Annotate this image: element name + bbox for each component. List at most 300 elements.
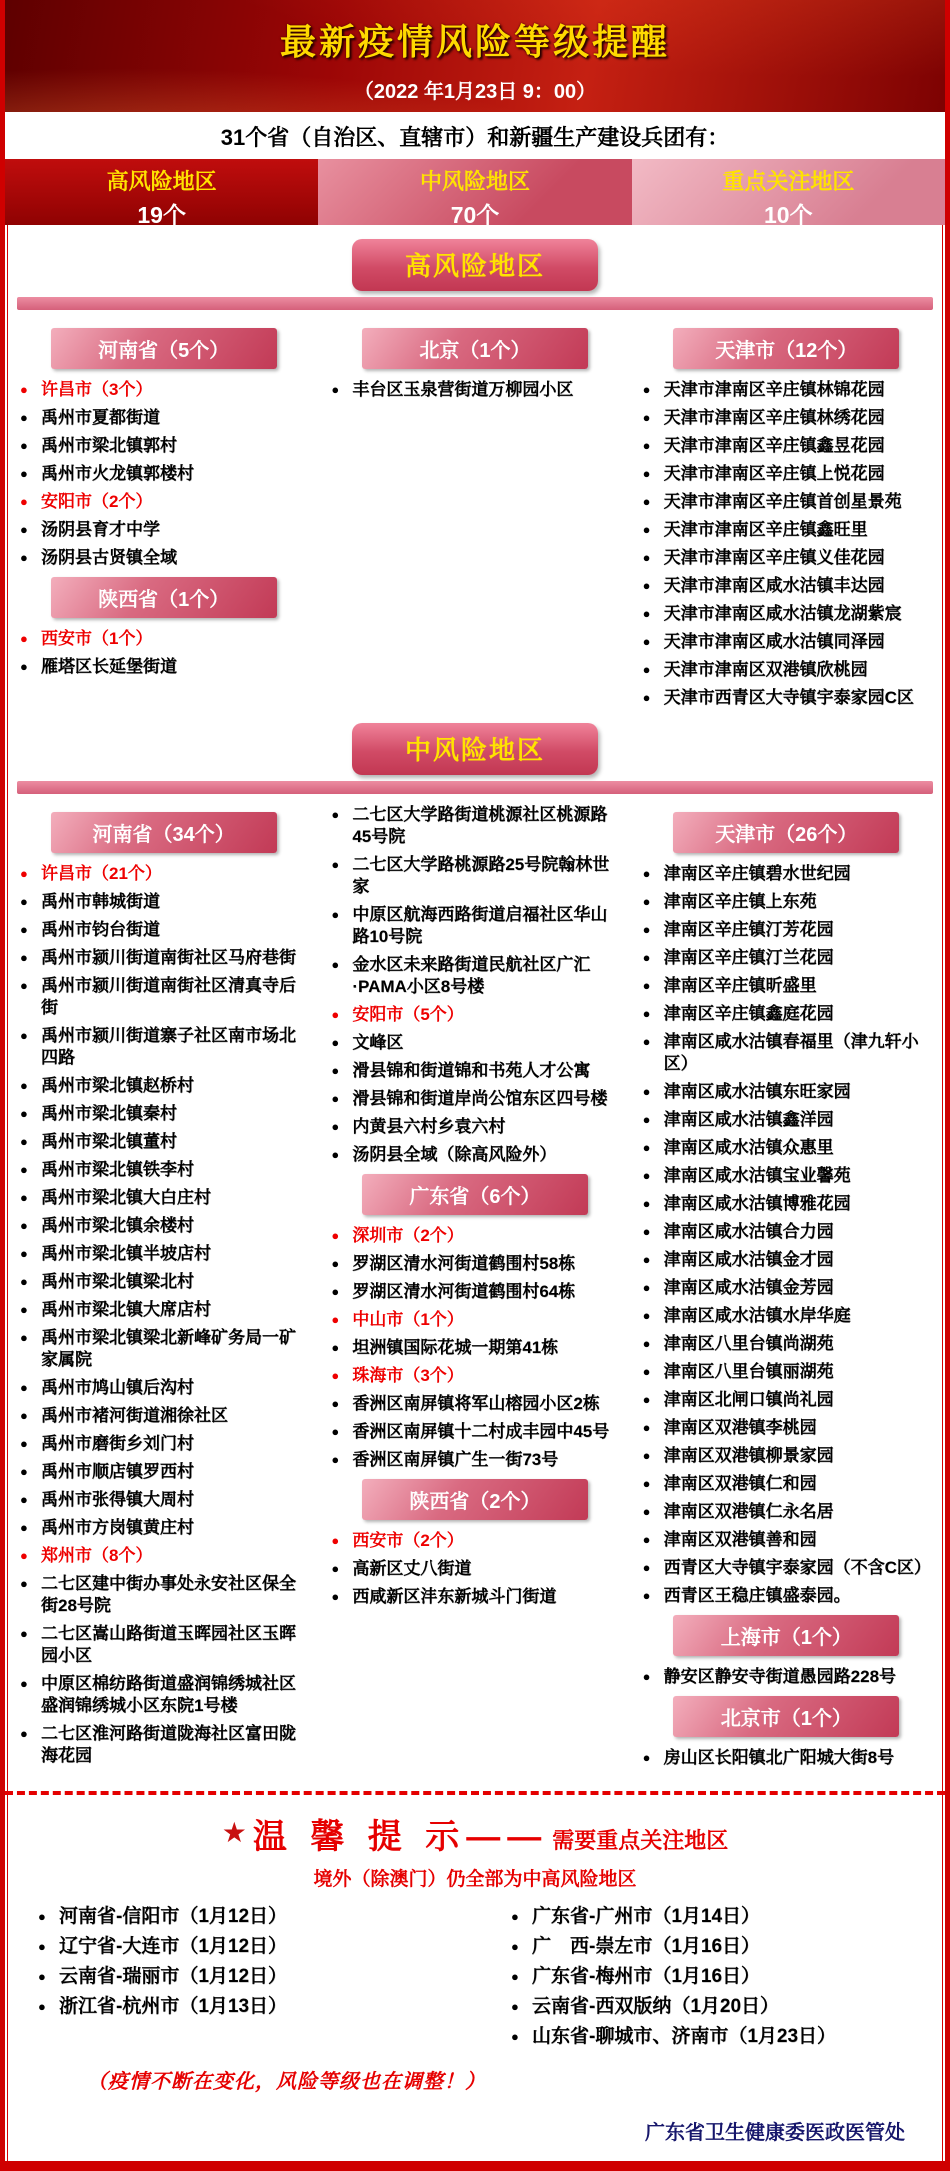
city-subheader (328, 1530, 621, 1552)
bullet-icon: ● (20, 1726, 28, 1741)
list-item (35, 1905, 460, 1929)
bullet-icon: ● (20, 1548, 28, 1563)
list-item (640, 1417, 933, 1439)
area-text: 二七区淮河路街道陇海社区富田陇海花园 (41, 1724, 296, 1765)
bullet-icon: ● (20, 1028, 28, 1043)
list-item (328, 1558, 621, 1580)
list-item (640, 891, 933, 913)
area-text: 滑县锦和街道岸尚公馆东区四号楼 (352, 1089, 608, 1108)
city-subheader (17, 1545, 310, 1567)
list-item (17, 1673, 310, 1717)
area-text: 禹州市梁北镇郭村 (41, 436, 177, 455)
bullet-icon: ● (331, 382, 340, 397)
list-item (17, 1377, 310, 1399)
risk-column (638, 804, 935, 1775)
area-text: 西青区大寺镇宇泰家园（不含C区） (663, 1558, 931, 1577)
bullet-icon: ● (20, 1190, 28, 1205)
bullet-icon: ● (511, 1999, 519, 2014)
area-text: 禹州市磨街乡刘门村 (41, 1434, 194, 1453)
bullet-icon: ● (331, 1063, 340, 1078)
list-item (328, 1393, 621, 1415)
list-item (640, 631, 933, 653)
list-item (17, 919, 310, 941)
area-text: 汤阴县古贤镇全域 (41, 548, 177, 567)
bullet-icon: ● (331, 1119, 340, 1134)
bullet-icon: ● (331, 1284, 340, 1299)
list-item (508, 1995, 933, 2019)
bullet-icon: ● (331, 957, 340, 972)
area-text: 津南区辛庄镇鑫庭花园 (663, 1004, 834, 1023)
bullet-icon: ● (331, 1091, 340, 1106)
area-text: 津南区咸水沽镇金芳园 (663, 1278, 834, 1297)
bullet-icon: ● (642, 1669, 651, 1684)
summary-label: 中风险地区 (419, 169, 530, 194)
area-text: 天津市津南区辛庄镇林锦花园 (663, 380, 885, 399)
bullet-icon: ● (331, 1256, 340, 1271)
bullet-icon: ● (331, 1340, 340, 1355)
bullet-icon: ● (642, 634, 651, 649)
area-text: 津南区咸水沽镇东旺家园 (663, 1082, 851, 1101)
header-date: （2022 年1月23日 9：00） (353, 81, 597, 103)
summary-key-watch (632, 159, 945, 228)
area-text: 西青区王稳庄镇盛泰园。 (663, 1586, 851, 1605)
list-item (328, 1144, 621, 1166)
bullet-icon: ● (511, 1969, 519, 1984)
area-text: 禹州市梁北镇余楼村 (41, 1216, 194, 1235)
list-item (328, 1116, 621, 1138)
area-text: 安阳市（5个） (352, 1005, 464, 1024)
bullet-icon: ● (642, 1006, 651, 1021)
area-text: 中原区棉纺路街道盛润锦绣城社区盛润锦绣城小区东院1号楼 (41, 1674, 296, 1715)
area-text: 禹州市梁北镇半坡店村 (41, 1244, 211, 1263)
summary-count: 19个 (137, 202, 186, 228)
list-item (17, 1131, 310, 1153)
bullet-icon: ● (20, 466, 28, 481)
summary-row (5, 159, 945, 228)
list-item (508, 1935, 933, 1959)
area-text: 广东省-梅州市（1月16日） (532, 1966, 761, 1987)
bullet-icon: ● (511, 1939, 519, 1954)
bullet-icon: ● (642, 1308, 651, 1323)
list-item (17, 1215, 310, 1237)
list-item (640, 1221, 933, 1243)
list-item (640, 519, 933, 541)
bullet-icon: ● (642, 922, 651, 937)
list-item (640, 1003, 933, 1025)
area-text: 西安市（1个） (41, 629, 153, 648)
risk-column (15, 320, 312, 684)
area-list (326, 1225, 623, 1471)
bullet-icon: ● (331, 1007, 340, 1022)
section-banner-medium-risk: 中风险地区 (352, 723, 598, 775)
bullet-icon: ● (20, 382, 28, 397)
risk-column (326, 804, 623, 1614)
area-text: 津南区双港镇仁永名居 (663, 1502, 834, 1521)
bullet-icon: ● (331, 1035, 340, 1050)
bullet-icon: ● (642, 606, 651, 621)
area-text: 天津市津南区辛庄镇鑫昱花园 (663, 436, 885, 455)
list-item (640, 863, 933, 885)
area-text: 禹州市张得镇大周村 (41, 1490, 194, 1509)
list-item (328, 1586, 621, 1608)
area-text: 津南区咸水沽镇合力园 (663, 1222, 834, 1241)
list-item (328, 1449, 621, 1471)
area-text: 广 西-崇左市（1月16日） (532, 1936, 761, 1957)
divider-strip (17, 781, 933, 794)
list-item (17, 891, 310, 913)
bullet-icon: ● (20, 1246, 28, 1261)
list-item (640, 1747, 933, 1769)
list-item (17, 519, 310, 541)
area-text: 津南区辛庄镇汀芳花园 (663, 920, 834, 939)
bullet-icon: ● (331, 1228, 340, 1243)
area-text: 津南区咸水沽镇众惠里 (663, 1138, 834, 1157)
bullet-icon: ● (20, 1408, 28, 1423)
bullet-icon: ● (642, 1476, 651, 1491)
bullet-icon: ● (642, 522, 651, 537)
bullet-icon: ● (642, 1280, 651, 1295)
area-list (326, 1530, 623, 1608)
province-header: 北京（1个） (362, 328, 588, 369)
province-header: 陕西省（1个） (51, 577, 277, 618)
bullet-icon: ● (331, 1424, 340, 1439)
watch-list-left (17, 1905, 460, 2055)
city-subheader (328, 1225, 621, 1247)
summary-count: 10个 (764, 202, 813, 228)
area-text: 禹州市颍川街道寨子社区南市场北四路 (41, 1026, 296, 1067)
list-item (17, 1025, 310, 1069)
bullet-icon: ● (642, 382, 651, 397)
bullet-icon: ● (642, 1084, 651, 1099)
bullet-icon: ● (642, 1420, 651, 1435)
area-text: 山东省-聊城市、济南市（1月23日） (532, 2026, 837, 2047)
bullet-icon: ● (642, 1112, 651, 1127)
area-text: 津南区咸水沽镇宝业馨苑 (663, 1166, 851, 1185)
area-text: 禹州市褚河街道湘徐社区 (41, 1406, 228, 1425)
list-item (640, 1501, 933, 1523)
list-item (328, 1088, 621, 1110)
list-item (17, 1327, 310, 1371)
area-text: 高新区丈八街道 (352, 1559, 472, 1578)
area-text: 汤阴县育才中学 (41, 520, 160, 539)
bullet-icon: ● (20, 438, 28, 453)
area-text: 津南区双港镇柳景家园 (663, 1446, 834, 1465)
notice-title-row (17, 1809, 933, 1858)
list-item (640, 1333, 933, 1355)
area-list (638, 1666, 935, 1688)
list-item (17, 1271, 310, 1293)
area-text: 汤阴县全域（除高风险外） (352, 1145, 557, 1164)
divider-strip (17, 297, 933, 310)
bullet-icon: ● (642, 1560, 651, 1575)
area-text: 二七区嵩山路街道玉晖园社区玉晖园小区 (41, 1624, 296, 1665)
list-item (640, 463, 933, 485)
bullet-icon: ● (20, 1162, 28, 1177)
area-text: 禹州市颍川街道南街社区马府巷街 (41, 948, 296, 967)
city-subheader (17, 863, 310, 885)
list-item (328, 1060, 621, 1082)
list-item (640, 1666, 933, 1688)
bullet-icon: ● (20, 1520, 28, 1535)
area-text: 禹州市方岗镇黄庄村 (41, 1518, 194, 1537)
star-icon: ★ (221, 1817, 247, 1848)
list-item (640, 407, 933, 429)
list-item (17, 975, 310, 1019)
bullet-icon: ● (20, 494, 28, 509)
list-item (640, 1529, 933, 1551)
area-text: 津南区咸水沽镇鑫洋园 (663, 1110, 834, 1129)
area-text: 禹州市火龙镇郭楼村 (41, 464, 194, 483)
area-text: 香洲区南屏镇将军山榕园小区2栋 (352, 1394, 600, 1413)
bullet-icon: ● (642, 1364, 651, 1379)
summary-medium-risk (318, 159, 631, 228)
signature: 广东省卫生健康委医政医管处 (645, 2122, 905, 2144)
list-item (17, 1075, 310, 1097)
area-text: 内黄县六村乡袁六村 (352, 1117, 506, 1136)
bullet-icon: ● (511, 2029, 519, 2044)
area-text: 郑州市（8个） (41, 1546, 153, 1565)
area-text: 中原区航海西路街道启福社区华山路10号院 (352, 905, 608, 946)
bullet-icon: ● (642, 866, 651, 881)
list-item (328, 1421, 621, 1443)
columns-medium-risk (15, 804, 935, 1775)
bullet-icon: ● (20, 1464, 28, 1479)
area-text: 二七区建中街办事处永安社区保全街28号院 (41, 1574, 296, 1615)
list-item (17, 1489, 310, 1511)
area-text: 深圳市（2个） (352, 1226, 464, 1245)
area-text: 禹州市梁北镇董村 (41, 1132, 177, 1151)
bullet-icon: ● (20, 1380, 28, 1395)
list-item (640, 491, 933, 513)
bullet-icon: ● (642, 1532, 651, 1547)
area-list (638, 379, 935, 709)
province-header: 河南省（5个） (51, 328, 277, 369)
area-text: 津南区双港镇仁和园 (663, 1474, 817, 1493)
bullet-icon: ● (20, 1218, 28, 1233)
area-text: 坦洲镇国际花城一期第41栋 (352, 1338, 559, 1357)
list-item (640, 687, 933, 709)
list-item (17, 1103, 310, 1125)
list-item (640, 435, 933, 457)
list-item (328, 1253, 621, 1275)
province-header: 河南省（34个） (51, 812, 277, 853)
list-item (640, 1165, 933, 1187)
watch-list-right (460, 1905, 933, 2055)
list-item (328, 904, 621, 948)
area-text: 文峰区 (352, 1033, 404, 1052)
bullet-icon: ● (642, 550, 651, 565)
area-text: 禹州市梁北镇梁北新峰矿务局一矿家属院 (41, 1328, 296, 1369)
province-header: 北京市（1个） (673, 1696, 899, 1737)
bullet-icon: ● (642, 1504, 651, 1519)
city-subheader (328, 1004, 621, 1026)
bullet-icon: ● (642, 494, 651, 509)
area-text: 津南区咸水沽镇博雅花园 (663, 1194, 851, 1213)
bullet-icon: ● (38, 1999, 46, 2014)
bullet-icon: ● (642, 1588, 651, 1603)
bullet-icon: ● (511, 1909, 519, 1924)
area-text: 津南区咸水沽镇春福里（津九轩小区） (663, 1032, 919, 1073)
bullet-icon: ● (20, 1626, 28, 1641)
summary-label: 高风险地区 (106, 169, 217, 194)
area-text: 津南区辛庄镇汀兰花园 (663, 948, 834, 967)
list-item (17, 1461, 310, 1483)
list-item (640, 1473, 933, 1495)
province-header: 陕西省（2个） (362, 1479, 588, 1520)
section-medium-risk (15, 723, 935, 1775)
list-item (640, 1305, 933, 1327)
bullet-icon: ● (331, 1533, 340, 1548)
area-text: 金水区未来路街道民航社区广汇·PAMA小区8号楼 (352, 955, 591, 996)
bullet-icon: ● (20, 922, 28, 937)
bullet-icon: ● (20, 410, 28, 425)
bullet-icon: ● (20, 1576, 28, 1591)
area-text: 云南省-瑞丽市（1月12日） (59, 1966, 288, 1987)
list-item (640, 1557, 933, 1579)
area-text: 天津市津南区辛庄镇林绣花园 (663, 408, 885, 427)
list-item (17, 547, 310, 569)
list-item (328, 1032, 621, 1054)
area-text: 许昌市（21个） (41, 864, 162, 883)
city-subheader (328, 1309, 621, 1331)
area-text: 天津市津南区辛庄镇义佳花园 (663, 548, 885, 567)
bullet-icon: ● (20, 978, 28, 993)
area-text: 滑县锦和街道锦和书苑人才公寓 (352, 1061, 591, 1080)
city-subheader (17, 379, 310, 401)
list-item (328, 854, 621, 898)
bullet-icon: ● (642, 1252, 651, 1267)
list-item (328, 379, 621, 401)
list-item (640, 379, 933, 401)
area-text: 辽宁省-大连市（1月12日） (59, 1936, 288, 1957)
area-text: 香洲区南屏镇广生一街73号 (352, 1450, 559, 1469)
area-text: 禹州市梁北镇大白庄村 (41, 1188, 211, 1207)
bullet-icon: ● (642, 662, 651, 677)
bullet-icon: ● (642, 1168, 651, 1183)
list-item (640, 947, 933, 969)
area-text: 二七区大学路街道桃源社区桃源路45号院 (352, 805, 608, 846)
bullet-icon: ● (331, 1147, 340, 1162)
city-subheader (17, 628, 310, 650)
bullet-icon: ● (20, 1330, 28, 1345)
area-text: 广东省-广州市（1月14日） (532, 1906, 761, 1927)
list-item (17, 407, 310, 429)
list-item (640, 975, 933, 997)
columns-high-risk (15, 320, 935, 715)
section-high-risk (15, 239, 935, 715)
bullet-icon: ● (642, 1392, 651, 1407)
area-text: 津南区辛庄镇上东苑 (663, 892, 817, 911)
area-text: 禹州市夏都街道 (41, 408, 160, 427)
page-title: 最新疫情风险等级提醒 (279, 21, 670, 62)
area-list (15, 628, 312, 678)
area-text: 安阳市（2个） (41, 492, 153, 511)
bullet-icon: ● (38, 1939, 46, 1954)
list-item (640, 603, 933, 625)
list-item (640, 1277, 933, 1299)
bullet-icon: ● (642, 578, 651, 593)
list-item (328, 1281, 621, 1303)
bullet-icon: ● (20, 950, 28, 965)
list-item (17, 1243, 310, 1265)
list-item (640, 1109, 933, 1131)
area-list (326, 379, 623, 401)
bullet-icon: ● (331, 1452, 340, 1467)
area-text: 津南区北闸口镇尚礼园 (663, 1390, 834, 1409)
summary-count: 70个 (450, 202, 500, 228)
bullet-icon: ● (331, 1396, 340, 1411)
list-item (17, 1405, 310, 1427)
area-text: 天津市津南区双港镇欣桃园 (663, 660, 868, 679)
bullet-icon: ● (642, 690, 651, 705)
area-text: 禹州市钧台街道 (41, 920, 160, 939)
section-banner-high-risk: 高风险地区 (352, 239, 598, 291)
bullet-icon: ● (20, 659, 28, 674)
summary-high-risk (5, 159, 318, 228)
notice-title: 温 馨 提 示—— (252, 1818, 549, 1856)
bullet-icon: ● (642, 410, 651, 425)
area-list (326, 804, 623, 1166)
list-item (640, 1249, 933, 1271)
area-text: 津南区咸水沽镇金才园 (663, 1250, 834, 1269)
bullet-icon: ● (38, 1909, 46, 1924)
area-text: 天津市津南区咸水沽镇龙湖紫宸 (663, 604, 902, 623)
area-text: 云南省-西双版纳（1月20日） (532, 1996, 780, 2017)
area-text: 津南区咸水沽镇水岸华庭 (663, 1306, 851, 1325)
list-item (17, 435, 310, 457)
area-text: 津南区辛庄镇碧水世纪园 (663, 864, 851, 883)
province-header: 广东省（6个） (362, 1174, 588, 1215)
list-item (35, 1935, 460, 1959)
summary-label: 重点关注地区 (722, 169, 855, 194)
list-item (17, 1573, 310, 1617)
bullet-icon: ● (642, 1750, 651, 1765)
area-text: 禹州市颍川街道南街社区清真寺后街 (41, 976, 296, 1017)
area-text: 津南区双港镇李桃园 (663, 1418, 817, 1437)
area-text: 禹州市鸠山镇后沟村 (41, 1378, 194, 1397)
area-text: 浙江省-杭州市（1月13日） (59, 1996, 288, 2017)
list-item (17, 1517, 310, 1539)
list-item (508, 2025, 933, 2049)
area-text: 天津市津南区辛庄镇首创星景苑 (663, 492, 902, 511)
list-item (640, 547, 933, 569)
risk-column (638, 320, 935, 715)
list-item (640, 1031, 933, 1075)
list-item (640, 919, 933, 941)
change-note: （疫情不断在变化，风险等级也在调整！） (87, 2071, 486, 2093)
list-item (328, 804, 621, 848)
list-item (640, 1389, 933, 1411)
list-item (328, 1337, 621, 1359)
bullet-icon: ● (642, 1140, 651, 1155)
list-item (640, 1137, 933, 1159)
province-header: 天津市（12个） (673, 328, 899, 369)
province-header: 天津市（26个） (673, 812, 899, 853)
area-text: 禹州市顺店镇罗西村 (41, 1462, 194, 1481)
area-text: 雁塔区长延堡街道 (41, 657, 177, 676)
area-text: 二七区大学路桃源路25号院翰林世家 (352, 855, 610, 896)
bullet-icon: ● (642, 438, 651, 453)
area-text: 天津市西青区大寺镇宇泰家园C区 (663, 688, 914, 707)
bullet-icon: ● (331, 807, 340, 822)
list-item (17, 947, 310, 969)
list-item (508, 1905, 933, 1929)
bullet-icon: ● (642, 950, 651, 965)
area-list (15, 863, 312, 1767)
bullet-icon: ● (642, 1336, 651, 1351)
list-item (640, 1081, 933, 1103)
list-item (17, 1187, 310, 1209)
